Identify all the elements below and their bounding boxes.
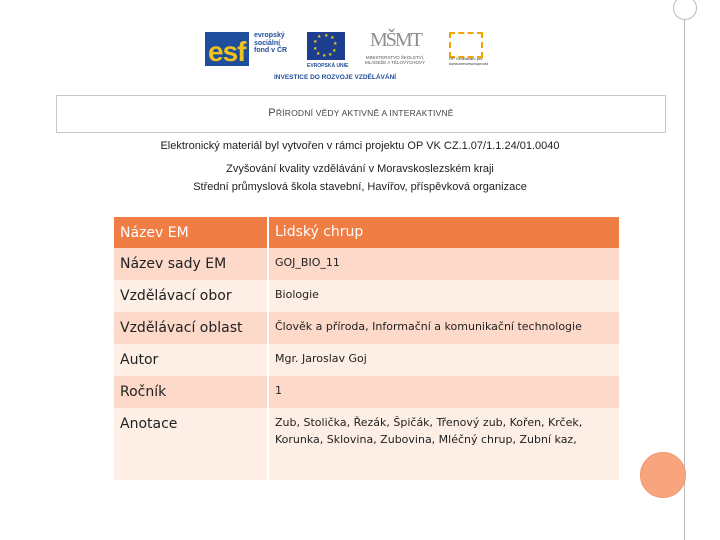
op-vk-logo-caption: OP Vzdělávání pro konkurenceschopnost xyxy=(449,56,488,66)
esf-logo xyxy=(205,32,249,66)
row-value-cell: Biologie xyxy=(275,288,319,301)
row-label-cell: Vzdělávací oblast xyxy=(114,312,268,344)
project-title-initial: P xyxy=(268,107,276,119)
eu-logo-caption: EVROPSKÁ UNIE xyxy=(307,63,349,69)
header-value-cell: Lidský chrup xyxy=(275,224,364,240)
table-row xyxy=(114,344,619,376)
row-label-cell: Autor xyxy=(114,344,268,376)
msmt-logo: MŠMT xyxy=(370,29,421,51)
project-title-rest: ŘÍRODNÍ VĚDY AKTIVNĚ A INTERAKTIVNĚ xyxy=(275,108,454,118)
project-title-box xyxy=(56,95,666,133)
table-row xyxy=(114,408,619,480)
row-value-cell: GOJ_BIO_11 xyxy=(275,256,340,269)
info-line-region: Zvyšování kvality vzdělávání v Moravskoslezském kraji xyxy=(226,163,494,175)
row-label-cell: Vzdělávací obor xyxy=(114,280,268,312)
row-value-cell: Mgr. Jaroslav Goj xyxy=(275,352,367,365)
esf-caption-line: evropský xyxy=(254,32,285,39)
investice-slogan: INVESTICE DO ROZVOJE VZDĚLÁVÁNÍ xyxy=(274,74,397,81)
table-row xyxy=(114,312,619,344)
table-header-row xyxy=(114,217,619,248)
eu-flag-icon: ★ ★ ★ ★ ★ ★ ★ ★ ★ ★ xyxy=(307,32,345,60)
row-label-cell: Ročník xyxy=(114,376,268,408)
table-row xyxy=(114,280,619,312)
row-label-cell: Anotace xyxy=(114,408,268,480)
row-value-cell: 1 xyxy=(275,384,282,397)
metadata-table xyxy=(114,217,619,480)
esf-caption-line: sociální xyxy=(254,39,281,47)
op-vk-logo xyxy=(449,32,483,58)
info-line-school: Střední průmyslová škola stavební, Havířov, příspěvková organizace xyxy=(193,181,527,193)
header-label-cell: Název EM xyxy=(114,217,268,248)
table-row xyxy=(114,248,619,280)
esf-logo-text: esf xyxy=(208,36,246,67)
table-row xyxy=(114,376,619,408)
decorative-top-circle xyxy=(673,0,697,20)
logo-bar xyxy=(205,30,495,82)
decorative-orange-circle xyxy=(640,452,686,498)
project-title xyxy=(57,107,665,119)
info-line-project: Elektronický materiál byl vytvořen v rámci projektu OP VK CZ.1.07/1.1.24/01.0040 xyxy=(160,140,560,152)
esf-logo-caption xyxy=(254,32,287,55)
row-value-cell: Zub, Stolička, Řezák, Špičák, Třenový zub, Kořen, Krček, Korunka, Sklovina, Zubovina, Mléčný chrup, Zubní kaz, xyxy=(275,416,583,446)
esf-caption-line: fond v ČR xyxy=(254,47,288,54)
row-value-cell: Člověk a příroda, Informační a komunikační technologie xyxy=(275,320,582,333)
msmt-logo-caption: MINISTERSTVO ŠKOLSTVÍ, MLÁDEŽE A TĚLOVÝCHOVY xyxy=(365,55,425,65)
row-label-cell: Název sady EM xyxy=(114,248,268,280)
decorative-side-line xyxy=(684,0,685,540)
